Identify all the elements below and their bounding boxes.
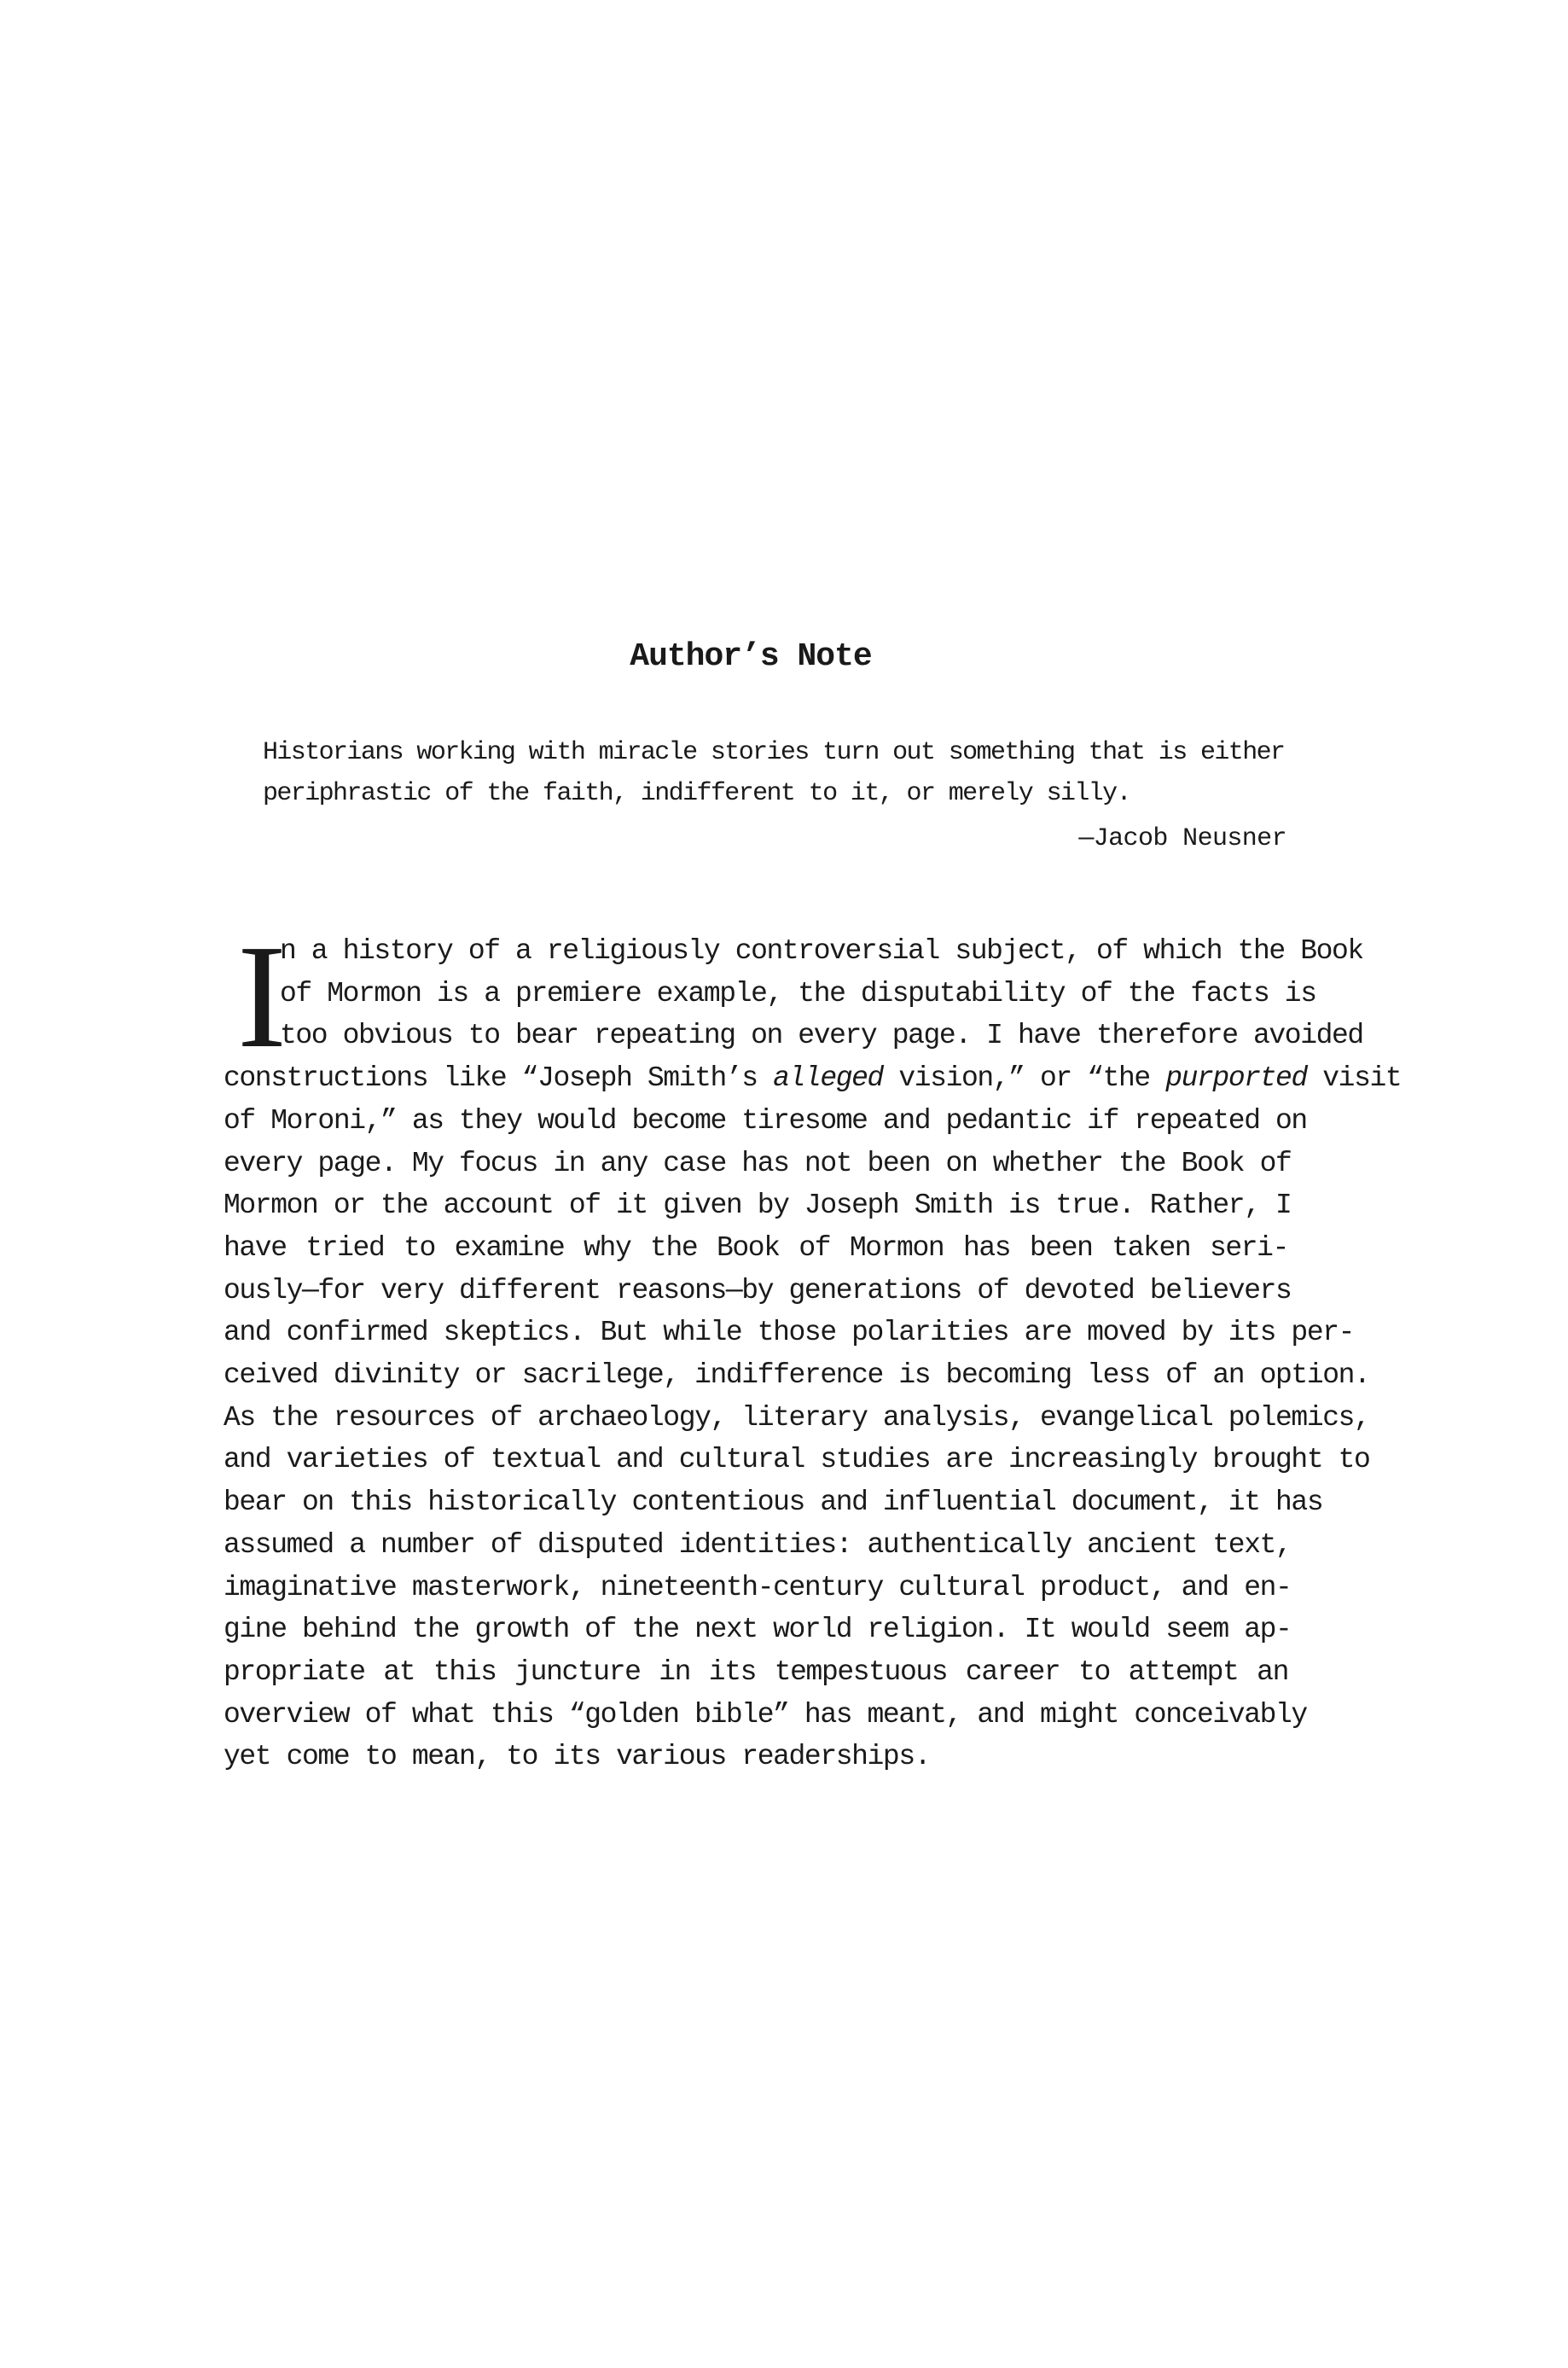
drop-cap: I bbox=[237, 914, 287, 1079]
text-run: constructions like “Joseph Smith’s bbox=[224, 1062, 774, 1095]
paragraph-line: of Mormon is a premiere example, the disputability of the facts is bbox=[280, 977, 1316, 1009]
paragraph-line: yet come to mean, to its various readerships. bbox=[224, 1741, 931, 1773]
text-run: visit bbox=[1306, 1062, 1402, 1095]
text-run: vision,” or “the bbox=[882, 1062, 1166, 1095]
paragraph-line: ceived divinity or sacrilege, indifference is becoming less of an option. bbox=[224, 1359, 1370, 1392]
paragraph-line: propriate at this juncture in its tempestuous career to attempt an bbox=[224, 1655, 1288, 1688]
paragraph-line: assumed a number of disputed identities: authentically ancient text, bbox=[224, 1528, 1292, 1561]
paragraph-line: ously—for very different reasons—by generations of devoted believers bbox=[224, 1274, 1292, 1306]
paragraph-line: and varieties of textual and cultural studies are increasingly brought to bbox=[224, 1444, 1370, 1476]
paragraph-line: have tried to examine why the Book of Mormon has been taken seri- bbox=[224, 1231, 1288, 1264]
paragraph-line: overview of what this “golden bible” has meant, and might conceivably bbox=[224, 1698, 1307, 1731]
paragraph-line: n a history of a religiously controversial subject, of which the Book bbox=[280, 935, 1363, 967]
paragraph-line: of Moroni,” as they would become tiresome and pedantic if repeated on bbox=[224, 1104, 1307, 1137]
paragraph-line bbox=[224, 1057, 1402, 1100]
epigraph-quote bbox=[263, 732, 1286, 814]
epigraph-line: periphrastic of the faith, indifferent to it, or merely silly. bbox=[263, 779, 1130, 808]
italic-term: purported bbox=[1165, 1062, 1307, 1095]
epigraph-line: Historians working with miracle stories turn out something that is either bbox=[263, 738, 1285, 767]
italic-term: alleged bbox=[773, 1062, 883, 1095]
body-paragraph bbox=[224, 914, 1402, 1778]
paragraph-line: too obvious to bear repeating on every page. I have therefore avoided bbox=[280, 1020, 1363, 1052]
paragraph-line: and confirmed skeptics. But while those polarities are moved by its per- bbox=[224, 1317, 1355, 1349]
paragraph-line: As the resources of archaeology, literary analysis, evangelical polemics, bbox=[224, 1401, 1370, 1434]
paragraph-line: gine behind the growth of the next world religion. It would seem ap- bbox=[224, 1614, 1292, 1646]
paragraph-line: every page. My focus in any case has not been on whether the Book of bbox=[224, 1147, 1292, 1179]
epigraph-attribution: —Jacob Neusner bbox=[1078, 824, 1286, 853]
paragraph-line: Mormon or the account of it given by Joseph Smith is true. Rather, I bbox=[224, 1190, 1292, 1222]
page-title: Author’s Note bbox=[630, 638, 872, 675]
paragraph-line: bear on this historically contentious and influential document, it has bbox=[224, 1487, 1323, 1519]
paragraph-line: imaginative masterwork, nineteenth-century cultural product, and en- bbox=[224, 1571, 1292, 1603]
